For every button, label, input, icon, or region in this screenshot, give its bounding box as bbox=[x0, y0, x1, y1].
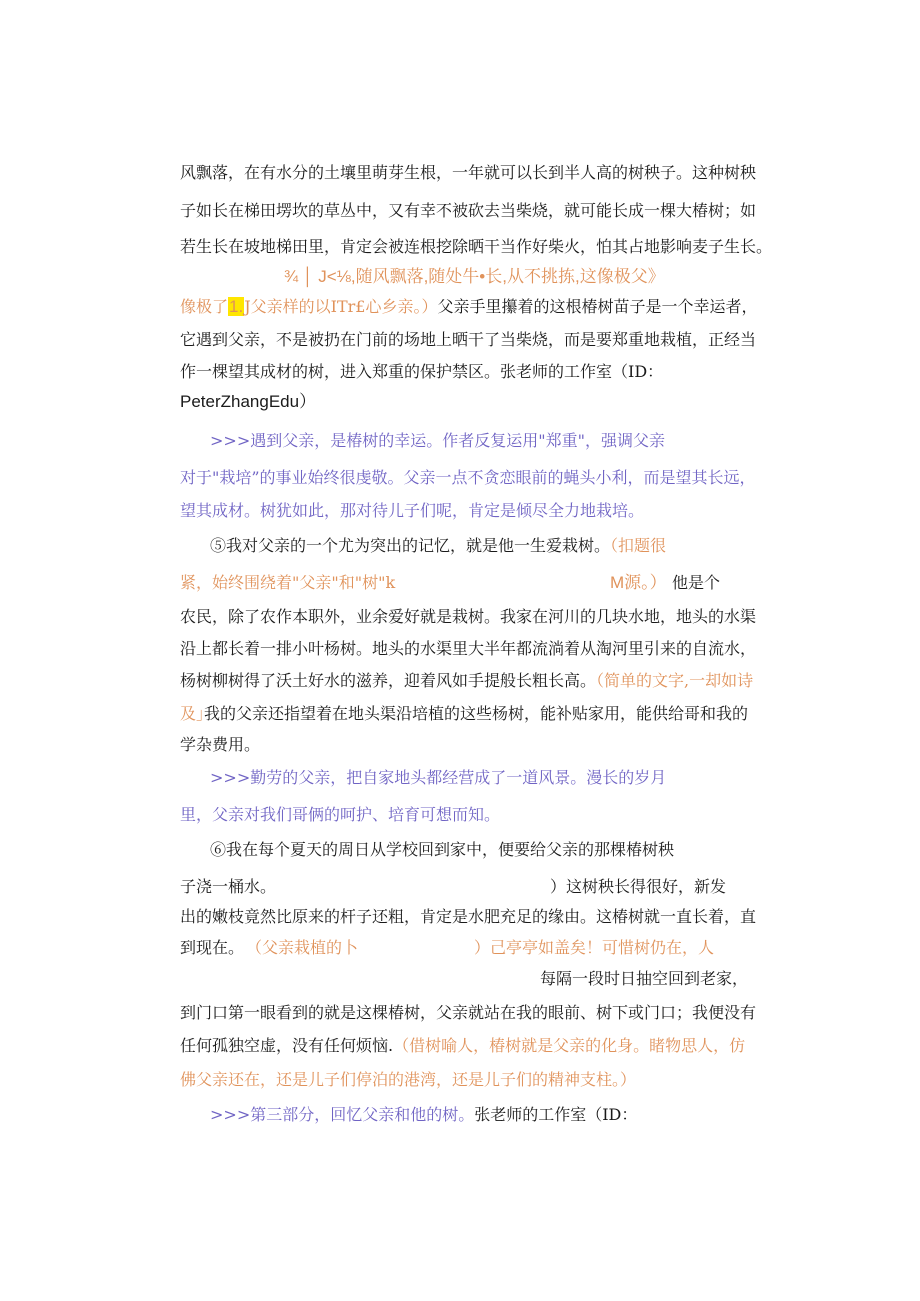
body-text-line: 农民，除了农作本职外，业余爱好就是栽树。我家在河川的几块水地，地头的水渠 bbox=[180, 607, 757, 626]
commentary-line: 里，父亲对我们哥俩的呵护、培育可想而知。 bbox=[180, 805, 501, 824]
commentary-line: 对于"栽培”的事业始终很虔敬。父亲一点不贪恋眼前的蝇头小利，而是望其长远， bbox=[180, 468, 756, 487]
commentary-line: 望其成材。树犹如此，那对待儿子们呢，肯定是倾尽全力地栽培。 bbox=[180, 501, 645, 520]
body-text-line: 每隔一段时日抽空回到老家， bbox=[540, 969, 749, 988]
body-text: 父亲手里攥着的这根椿树苗子是一个幸运者， bbox=[437, 297, 758, 316]
annotation-line: ¾ │ J<⅛,随风飘落,随处牛•长,从不挑拣,这像极父》 bbox=[284, 267, 665, 286]
body-text: 他是个 bbox=[672, 573, 721, 592]
commentary-text: >>>第三部分，回忆父亲和他的树。 bbox=[210, 1105, 475, 1124]
body-text-line: 它遇到父亲，不是被扔在门前的场地上晒干了当柴烧，而是要郑重地栽植，正经当 bbox=[180, 330, 757, 349]
mixed-line bbox=[180, 1035, 745, 1057]
annotation-text: 及｣ bbox=[180, 704, 205, 723]
mixed-line bbox=[180, 670, 753, 692]
mixed-line bbox=[210, 535, 666, 557]
annotation-line: 佛父亲还在，还是儿子们停泊的港湾，还是儿子们的精神支柱。） bbox=[180, 1070, 637, 1089]
mixed-line bbox=[210, 1104, 637, 1126]
body-text-line: 风飘落，在有水分的土壤里萌芽生根，一年就可以长到半人高的树秧子。这种树秧 bbox=[180, 163, 757, 182]
body-text-line: 出的嫩枝竟然比原来的杆子还粗，肯定是水肥充足的缘由。这椿树就一直长着，直 bbox=[180, 907, 757, 926]
highlighted-mark: 1. bbox=[229, 297, 244, 316]
annotation-text: 像极了 bbox=[180, 297, 229, 316]
body-text: 子浇一桶水。 bbox=[180, 877, 277, 896]
body-text-line: PeterZhangEdu） bbox=[180, 392, 317, 411]
annotation-text: M源。） bbox=[610, 573, 667, 592]
body-text: 任何孤独空虚，没有任何烦恼. bbox=[180, 1036, 394, 1055]
body-text-line: 子如长在梯田塄坎的草丛中，又有幸不被砍去当柴烧，就可能长成一棵大椿树；如 bbox=[180, 201, 757, 220]
body-text: 我的父亲还指望着在地头渠沿培植的这些杨树，能补贴家用，能供给哥和我的 bbox=[204, 704, 749, 723]
commentary-line: >>>遇到父亲，是椿树的幸运。作者反复运用"郑重"，强调父亲 bbox=[210, 431, 665, 450]
annotation-text: （扣题很 bbox=[610, 536, 667, 555]
body-text-line: 若生长在坡地梯田里，肯定会被连根挖除晒干当作好柴火，怕其占地影响麦子生长。 bbox=[180, 237, 773, 256]
body-text: ）这树秧长得很好，新发 bbox=[550, 877, 727, 896]
body-text: ⑤我对父亲的一个尤为突出的记忆，就是他一生爱栽树。 bbox=[210, 536, 611, 555]
annotation-text: ）己亭亭如盖矣！可惜树仍在，人 bbox=[474, 938, 715, 957]
annotation-text: （借树喻人，椿树就是父亲的化身。睹物思人，仿 bbox=[393, 1036, 746, 1055]
annotation-text: J父亲样的以ITr£心乡亲。） bbox=[244, 297, 438, 316]
body-text-line: 学杂费用。 bbox=[180, 735, 261, 754]
annotation-text: （简单的文字,一却如诗 bbox=[596, 671, 754, 690]
mixed-line bbox=[180, 296, 757, 318]
body-text-line: 沿上都长着一排小叶杨树。地头的水渠里大半年都流淌着从淘河里引来的自流水， bbox=[180, 639, 757, 658]
body-text: 杨树柳树得了沃土好水的滋养，迎着风如手提般长粗长高。 bbox=[180, 671, 597, 690]
body-text: 到现在。 bbox=[180, 938, 245, 957]
mixed-line bbox=[180, 703, 748, 725]
body-text-line: 作一棵望其成材的树，进入郑重的保护禁区。张老师的工作室（ID： bbox=[180, 362, 664, 381]
annotation-line: 紧，始终围绕着"父亲"和"树"k bbox=[180, 573, 396, 592]
body-text-line: ⑥我在每个夏天的周日从学校回到家中，便要给父亲的那棵椿树秧 bbox=[210, 840, 675, 859]
annotation-text: （父亲栽植的卜 bbox=[246, 938, 359, 957]
body-text-line: 到门口第一眼看到的就是这棵椿树，父亲就站在我的眼前、树下或门口；我便没有 bbox=[180, 1003, 757, 1022]
commentary-line: >>>勤劳的父亲，把自家地头都经营成了一道风景。漫长的岁月 bbox=[210, 768, 667, 787]
body-text: 张老师的工作室（ID： bbox=[474, 1105, 638, 1124]
